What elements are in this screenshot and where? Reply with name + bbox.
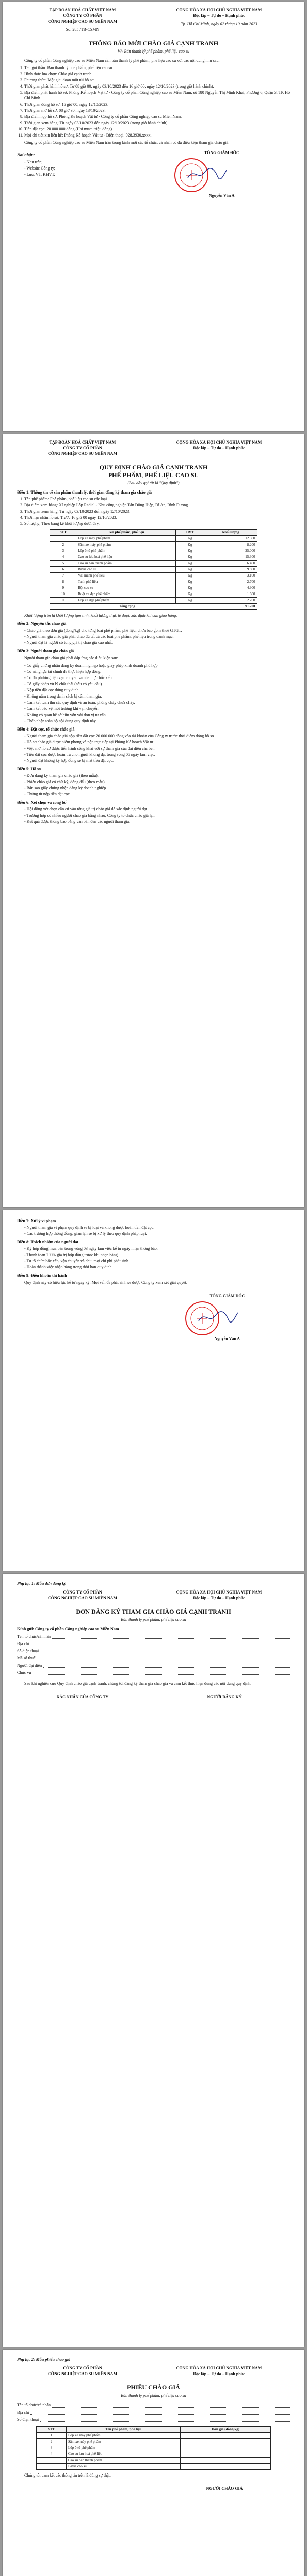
article-9-heading: Điều 9: Điều khoản thi hành (17, 1273, 67, 1278)
signature-mark (198, 1310, 239, 1325)
table-cell: 4 (50, 554, 76, 561)
company-line1: CÔNG TY CỔ PHẦN (63, 2366, 102, 2370)
table-cell: 3.100 (204, 573, 257, 579)
article-item: - Hội đồng xét chọn căn cứ vào tổng giá trị chào giá để xác định người đạt. (24, 806, 290, 812)
table-cell: 2.700 (204, 579, 257, 585)
table-row (50, 554, 257, 561)
form-field[interactable]: Người đại diện (17, 1662, 290, 1669)
table-cell: 9.800 (204, 567, 257, 573)
table-cell: 4 (37, 2451, 67, 2458)
republic-heading: CỘNG HÒA XÃ HỘI CHỦ NGHĨA VIỆT NAM (176, 1590, 262, 1595)
total-value: 91.700 (204, 604, 257, 610)
table-cell: Kg (176, 573, 204, 579)
document-number: Số: 285 /TB-CSMN (66, 27, 100, 32)
article-4-list (17, 733, 290, 764)
table-row (50, 567, 257, 573)
table-cell: 7 (50, 573, 76, 579)
company-line1: CÔNG TY CỔ PHẦN (63, 1590, 102, 1595)
table-cell: Cao su lưu hoá phế liệu (76, 554, 176, 561)
notice-title: THÔNG BÁO MỜI CHÀO GIÁ CẠNH TRANH (88, 40, 219, 47)
table-row (50, 579, 257, 585)
table-row (37, 2464, 271, 2470)
table-cell: Ruột xe đạp phế phẩm (76, 591, 176, 598)
republic-heading: CỘNG HÒA XÃ HỘI CHỦ NGHĨA VIỆT NAM (176, 440, 262, 445)
signer-name: Nguyễn Văn A (208, 193, 235, 198)
table-row (50, 598, 257, 604)
letterhead (17, 439, 290, 456)
table-cell: 25.000 (204, 548, 257, 554)
form-field[interactable]: Địa chỉ (17, 1640, 290, 1648)
article-item: - Hoàn thành việc nhận hàng trong thời hạn quy định. (24, 1264, 290, 1270)
article-item: - Thanh toán 100% giá trị hợp đồng trước khi nhận hàng. (24, 1252, 290, 1258)
article-item: 4. Thời hạn nhận hồ sơ: Trước 16 giờ 00 ngày 12/10/2023. (24, 515, 290, 520)
table-row (50, 548, 257, 554)
company-line2: CÔNG NGHIỆP CAO SU MIỀN NAM (47, 19, 117, 24)
article-item: - Hồ sơ chào giá được niêm phong và nộp trực tiếp tại Phòng Kế hoạch Vật tư. (24, 739, 290, 745)
article-3-list (17, 663, 290, 724)
table-cell: 10 (50, 591, 76, 598)
form-body: Sau khi nghiên cứu Quy định chào giá cạnh tranh, chúng tôi đăng ký tham gia chào giá và cam kết thực hiện đúng các nội dung quy định. (24, 1681, 252, 1686)
notice-subtitle: V/v Bán thanh lý phế phẩm, phế liệu cao su (117, 49, 190, 54)
recipient: - Website Công ty; (24, 165, 137, 171)
appendix-1-page (3, 1574, 304, 2347)
article-item: 5. Số lượng: Theo bảng kê khối lượng dưới đây. (24, 521, 290, 527)
article-item: - Cam kết bảo vệ môi trường khi vận chuyển. (24, 706, 290, 711)
letterhead (17, 2365, 290, 2377)
notice-item: 11. Mọi chi tiết xin liên hệ: Phòng Kế hoạch Vật tư - Điện thoại: 028.3930.xxxx. (24, 132, 290, 138)
table-cell: Bavia cao su (76, 567, 176, 573)
table-row (50, 573, 257, 579)
group-name: TẬP ĐOÀN HOÁ CHẤT VIỆT NAM (49, 440, 116, 445)
table-cell: 1.600 (204, 591, 257, 598)
table-cell: Cao su bán thành phẩm (76, 561, 176, 567)
article-item: 3. Thời gian xem hàng: Từ ngày 03/10/2023 đến ngày 12/10/2023. (24, 509, 290, 514)
form-sign-right: NGƯỜI ĐĂNG KÝ (207, 1694, 242, 1699)
appendix-label: Phụ lục 2: Mẫu phiếu chào giá (17, 2357, 71, 2362)
table-cell: 2 (37, 2439, 67, 2445)
table-cell: Kg (176, 585, 204, 591)
notice-closing: Công ty cổ phần Công nghiệp cao su Miền Nam trân trọng kính mời các tổ chức, cá nhân có đủ điều kiện tham gia chào giá. (24, 140, 230, 145)
table-cell: Kg (176, 542, 204, 548)
notice-item: 8. Địa điểm nộp hồ sơ: Phòng Kế hoạch Vật tư - Công ty cổ phần Công nghiệp cao su Miền Nam. (24, 114, 290, 120)
form-field[interactable]: Chức vụ (17, 1669, 290, 1676)
form-field[interactable]: Tên tổ chức/cá nhân (17, 1633, 290, 1640)
table-cell: 5 (50, 561, 76, 567)
table-row (37, 2439, 271, 2445)
article-6-heading: Điều 6: Xét chọn và công bố (17, 800, 67, 805)
table-cell (181, 2458, 271, 2464)
table-row (50, 542, 257, 548)
appendix-2-page (3, 2350, 304, 2576)
article-item: - Tiền đặt cọc được hoàn trả cho người không đạt trong vòng 05 ngày làm việc. (24, 752, 290, 757)
republic-heading: CỘNG HÒA XÃ HỘI CHỦ NGHĨA VIỆT NAM (176, 8, 262, 12)
article-8-heading: Điều 8: Trách nhiệm của người đạt (17, 1240, 79, 1244)
regulation-title-2: PHẾ PHẨM, PHẾ LIỆU CAO SU (108, 471, 199, 479)
letterhead (17, 1589, 290, 1601)
table-cell (181, 2433, 271, 2439)
notice-item: 3. Phương thức: Một giai đoạn một túi hồ sơ. (24, 77, 290, 83)
table-cell: 9 (50, 585, 76, 591)
article-item: - Phiếu chào giá có chữ ký, đóng dấu (theo mẫu). (24, 779, 290, 785)
total-label: Tổng cộng (50, 604, 204, 610)
notice-intro: Công ty cổ phần Công nghiệp cao su Miền Nam cần bán thanh lý phế phẩm, phế liệu cao su với các nội dung như sau: (24, 58, 220, 63)
notice-item: 1. Tên gói thầu: Bán thanh lý phế phẩm, phế liệu cao su. (24, 65, 290, 71)
table-cell: Lốp xe máy phế phẩm (66, 2433, 180, 2439)
signer-role: TỔNG GIÁM ĐỐC (209, 1294, 245, 1298)
article-item: - Tự tổ chức bốc xếp, vận chuyển và chịu mọi chi phí phát sinh. (24, 1258, 290, 1264)
notice-page (3, 2, 304, 431)
article-item: - Đơn đăng ký tham gia chào giá (theo mẫu). (24, 773, 290, 778)
notice-item-list (17, 65, 290, 138)
article-item: - Kết quả được thông báo bằng văn bản đến các người tham gia. (24, 819, 290, 824)
article-item: - Người tham gia vi phạm quy định sẽ bị loại và không được hoàn tiền đặt cọc. (24, 1225, 290, 1230)
table-cell: Cao su lưu hoá phế liệu (66, 2451, 180, 2458)
article-1-list (17, 496, 290, 527)
table-cell (181, 2439, 271, 2445)
article-item: - Chấp nhận toàn bộ nội dung quy định này. (24, 718, 290, 724)
article-item: - Cam kết tuân thủ các quy định về an toàn, phòng cháy chữa cháy. (24, 700, 290, 705)
article-2-heading: Điều 2: Nguyên tắc chào giá (17, 621, 67, 626)
article-item: 1. Tên phế phẩm: Phế phẩm, phế liệu cao su các loại. (24, 496, 290, 502)
table-cell: 2.200 (204, 598, 257, 604)
form-sign-right: NGƯỜI CHÀO GIÁ (206, 2486, 243, 2491)
company-line1: CÔNG TY CỔ PHẦN (63, 446, 102, 450)
form-commitment: Chúng tôi cam kết các thông tin trên là đúng sự thật. (24, 2473, 111, 2478)
table-row (50, 585, 257, 591)
table-cell: 1 (37, 2433, 67, 2439)
table-cell: 6 (50, 567, 76, 573)
article-7-list (17, 1225, 290, 1236)
company-line2: CÔNG NGHIỆP CAO SU MIỀN NAM (47, 451, 117, 456)
form-signatures (17, 2486, 290, 2491)
article-item: - Không nằm trong danh sách bị cấm tham gia. (24, 693, 290, 699)
form-title: PHIẾU CHÀO GIÁ (127, 2384, 180, 2391)
column-header: Đơn giá (đồng/kg) (181, 2427, 271, 2433)
table-cell: Kg (176, 548, 204, 554)
signature-mark (187, 166, 228, 182)
table-cell: 1 (50, 536, 76, 542)
form-title: ĐƠN ĐĂNG KÝ THAM GIA CHÀO GIÁ CẠNH TRANH (76, 1608, 231, 1615)
form-fields (17, 1633, 290, 1676)
article-3-intro: Người tham gia chào giá phải đáp ứng các điều kiện sau: (24, 656, 118, 660)
article-item: - Các trường hợp thông đồng, gian lận sẽ bị xử lý theo quy định pháp luật. (24, 1231, 290, 1236)
article-item: - Người tham gia chào giá phải chào đủ tất cả các loại phế phẩm, phế liệu trong danh mục. (24, 634, 290, 639)
form-field[interactable]: Số điện thoại (17, 1648, 290, 1655)
table-cell: Cao su bán thành phẩm (66, 2458, 180, 2464)
article-item: - Người đạt là người có tổng giá trị chào giá cao nhất. (24, 640, 290, 646)
article-item: - Trường hợp có nhiều người chào giá bằng nhau, Công ty tổ chức chào giá lại. (24, 812, 290, 818)
article-item: - Việc mở hồ sơ được tiến hành công khai với sự tham gia của đại diện các bên. (24, 745, 290, 751)
regulation-page-continued (3, 1210, 304, 1571)
article-7-heading: Điều 7: Xử lý vi phạm (17, 1218, 56, 1223)
recipients-label: Nơi nhận: (17, 152, 35, 157)
article-8-list (17, 1246, 290, 1270)
table-cell: Kg (176, 591, 204, 598)
table-cell (181, 2445, 271, 2451)
article-item: - Có giấy phép xử lý chất thải (nếu có yêu cầu). (24, 681, 290, 687)
national-motto: Độc lập – Tự do – Hạnh phúc (193, 446, 245, 450)
table-cell: Săm xe máy phế phẩm (66, 2439, 180, 2445)
table-row (50, 591, 257, 598)
table-row (50, 561, 257, 567)
table-cell: Vải mành phế liệu (76, 573, 176, 579)
recipient: - Như trên; (24, 159, 137, 165)
article-item: - Bản sao giấy chứng nhận đăng ký doanh nghiệp. (24, 785, 290, 791)
table-cell: 3 (50, 548, 76, 554)
table-cell: Kg (176, 536, 204, 542)
article-9-text: Quy định này có hiệu lực kể từ ngày ký. Mọi vấn đề phát sinh sẽ được Công ty xem xét giải quyết. (24, 1280, 187, 1285)
signer-role: TỔNG GIÁM ĐỐC (204, 150, 239, 155)
recipients-list (17, 159, 137, 177)
article-item: - Có giấy chứng nhận đăng ký doanh nghiệp hoặc giấy phép kinh doanh phù hợp. (24, 663, 290, 668)
form-field[interactable]: Tên tổ chức/cá nhân (17, 2402, 290, 2409)
table-cell: 6 (37, 2464, 67, 2470)
article-5-heading: Điều 5: Hồ sơ (17, 767, 41, 771)
table-cell: Kg (176, 579, 204, 585)
form-fields (17, 2402, 290, 2424)
table-cell: 8 (50, 579, 76, 585)
table-row (37, 2445, 271, 2451)
signer-name: Nguyễn Văn A (214, 1336, 240, 1341)
price-quote-table (36, 2426, 271, 2470)
republic-heading: CỘNG HÒA XÃ HỘI CHỦ NGHĨA VIỆT NAM (176, 2366, 262, 2370)
article-item: - Có đủ phương tiện vận chuyển và nhân lực bốc xếp. (24, 675, 290, 681)
article-5-list (17, 773, 290, 797)
column-header: ĐVT (176, 530, 204, 536)
notice-item: 5. Địa điểm phát hành hồ sơ: Phòng Kế hoạch Vật tư - Công ty cổ phần Công nghiệp cao su Miền Nam, số 180 Nguyễn Thị Minh Khai, Phường 6, Quận 3, TP. Hồ Chí Minh. (24, 90, 290, 101)
column-header: STT (50, 530, 76, 536)
table-cell: Bột cao su (76, 585, 176, 591)
article-item: - Không có quan hệ sở hữu vốn với đơn vị tư vấn. (24, 712, 290, 718)
table-cell (181, 2451, 271, 2458)
national-motto: Độc lập – Tự do – Hạnh phúc (193, 13, 245, 18)
notice-item: 2. Hình thức lựa chọn: Chào giá cạnh tranh. (24, 71, 290, 77)
national-motto: Độc lập – Tự do – Hạnh phúc (193, 1596, 245, 1600)
table-row (37, 2433, 271, 2439)
table-row (50, 536, 257, 542)
form-subtitle: Bán thanh lý phế phẩm, phế liệu cao su (121, 1617, 186, 1622)
article-item: - Người đạt không ký hợp đồng sẽ bị mất tiền đặt cọc. (24, 758, 290, 764)
article-item: - Nộp tiền đặt cọc đúng quy định. (24, 687, 290, 693)
form-field[interactable]: Số điện thoại (17, 2416, 290, 2424)
table-cell: Lốp ô tô phế phẩm (66, 2445, 180, 2451)
form-subtitle: Bán thanh lý phế phẩm, phế liệu cao su (121, 2393, 186, 2398)
table-cell (181, 2464, 271, 2470)
table-cell: Lốp xe đạp phế phẩm (76, 598, 176, 604)
article-1-note: Khối lượng trên là khối lượng tạm tính, khối lượng thực tế được xác định khi cân giao hàng. (24, 613, 177, 618)
column-header: Khối lượng (204, 530, 257, 536)
article-item: - Có năng lực tài chính để thực hiện hợp đồng. (24, 669, 290, 674)
table-cell: 12.500 (204, 536, 257, 542)
table-cell: Kg (176, 561, 204, 567)
column-header: Tên phế phẩm, phế liệu (66, 2427, 180, 2433)
letterhead (17, 7, 290, 32)
article-item: - Người tham gia chào giá nộp tiền đặt cọc 20.000.000 đồng vào tài khoản của Công ty trước thời điểm đóng hồ sơ. (24, 733, 290, 739)
form-signatures (17, 1694, 290, 1699)
notice-item: 9. Thời gian xem hàng: Từ ngày 03/10/2023 đến ngày 12/10/2023 (trong giờ hành chính). (24, 120, 290, 126)
notice-item: 4. Thời gian phát hành hồ sơ: Từ 08 giờ 00, ngày 03/10/2023 đến 16 giờ 00, ngày 12/10/2023 (trong giờ hành chính). (24, 83, 290, 89)
article-item: - Chào giá theo đơn giá (đồng/kg) cho từng loại phế phẩm, phế liệu, chưa bao gồm thuế GTGT. (24, 628, 290, 633)
table-cell: Bavia cao su (66, 2464, 180, 2470)
column-header: Tên phế phẩm, phế liệu (76, 530, 176, 536)
table-cell: Tanh phế liệu (76, 579, 176, 585)
table-cell: 11 (50, 598, 76, 604)
table-cell: 8.200 (204, 542, 257, 548)
regulation-page (3, 434, 304, 1207)
appendix-label: Phụ lục 1: Mẫu đơn đăng ký (17, 1581, 66, 1586)
table-row (37, 2451, 271, 2458)
company-line2: CÔNG NGHIỆP CAO SU MIỀN NAM (47, 2371, 117, 2376)
company-line1: CÔNG TY CỔ PHẦN (63, 13, 102, 18)
table-cell: Lốp xe máy phế phẩm (76, 536, 176, 542)
article-item: 2. Địa điểm xem hàng: Xí nghiệp Lốp Radial - Khu công nghiệp Tân Đông Hiệp, Dĩ An, Bình Dương. (24, 502, 290, 508)
article-item: - Ký hợp đồng mua bán trong vòng 03 ngày làm việc kể từ ngày nhận thông báo. (24, 1246, 290, 1251)
notice-item: 6. Thời gian đóng hồ sơ: 16 giờ 00, ngày 12/10/2023. (24, 101, 290, 107)
column-header: STT (37, 2427, 67, 2433)
table-cell: Kg (176, 598, 204, 604)
table-cell: Lốp ô tô phế phẩm (76, 548, 176, 554)
article-2-list (17, 628, 290, 646)
company-line2: CÔNG NGHIỆP CAO SU MIỀN NAM (47, 1596, 117, 1600)
scrap-volume-table (50, 529, 257, 610)
article-6-list (17, 806, 290, 824)
regulation-title: QUY ĐỊNH CHÀO GIÁ CẠNH TRANH (99, 464, 208, 471)
group-name: TẬP ĐOÀN HOÁ CHẤT VIỆT NAM (49, 8, 116, 12)
form-sign-left: XÁC NHẬN CỦA CÔNG TY (56, 1694, 109, 1699)
article-item: - Chứng từ nộp tiền đặt cọc. (24, 791, 290, 797)
recipient: - Lưu: VT, KHVT. (24, 172, 137, 177)
article-4-heading: Điều 4: Đặt cọc, tổ chức chào giá (17, 727, 75, 732)
form-field[interactable]: Mã số thuế (17, 1655, 290, 1662)
document-date: Tp. Hồ Chí Minh, ngày 02 tháng 10 năm 2023 (181, 22, 257, 26)
form-addressee: Kính gửi: Công ty cổ phần Công nghiệp cao su Miền Nam (17, 1626, 119, 1631)
table-cell: Kg (176, 567, 204, 573)
form-field[interactable]: Địa chỉ (17, 2409, 290, 2416)
table-cell: 3 (37, 2445, 67, 2451)
table-cell: 15.300 (204, 554, 257, 561)
article-1-heading: Điều 1: Thông tin về sản phẩm thanh lý, thời gian đăng ký tham gia chào giá (17, 490, 152, 495)
table-cell: 2 (50, 542, 76, 548)
table-cell: Kg (176, 554, 204, 561)
national-motto: Độc lập – Tự do – Hạnh phúc (193, 2371, 245, 2376)
notice-item: 10. Tiền đặt cọc: 20.000.000 đồng (Hai mươi triệu đồng). (24, 126, 290, 132)
table-row (37, 2458, 271, 2464)
table-cell: 5 (37, 2458, 67, 2464)
regulation-subtitle: (Sau đây gọi tắt là "Quy định") (127, 481, 180, 485)
article-3-heading: Điều 3: Người tham gia chào giá (17, 649, 74, 653)
table-cell: 4.900 (204, 585, 257, 591)
notice-item: 7. Thời gian mở hồ sơ: 08 giờ 30, ngày 13/10/2023. (24, 108, 290, 113)
table-cell: Săm xe máy phế phẩm (76, 542, 176, 548)
table-cell: 6.400 (204, 561, 257, 567)
